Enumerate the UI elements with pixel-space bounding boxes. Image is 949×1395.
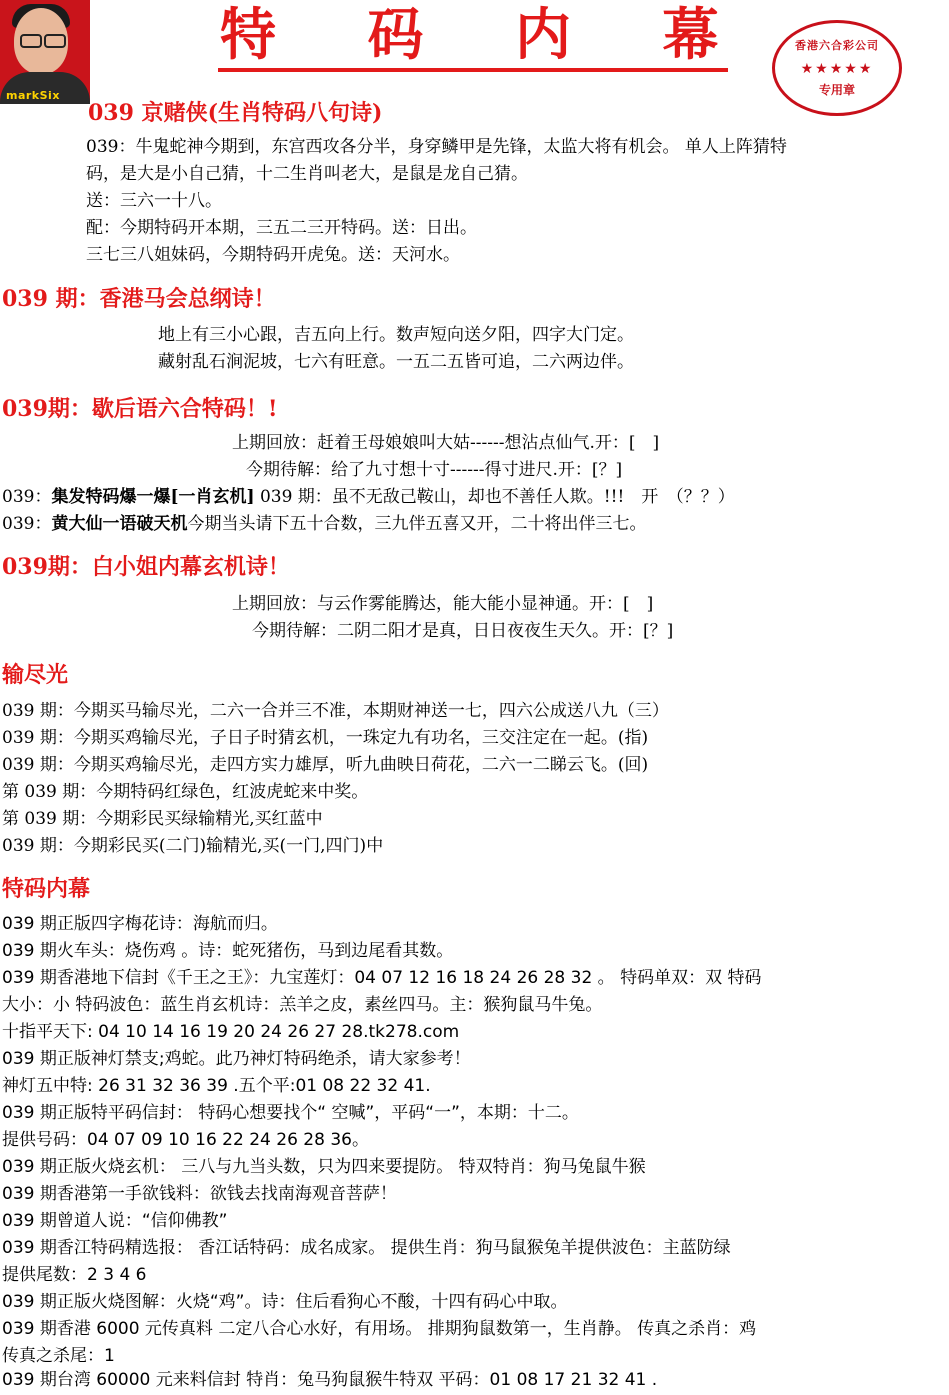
poem-line: 码，是大是小自己猜，十二生肖叫老大，是鼠是龙自己猜。 bbox=[86, 164, 528, 184]
section-heading-temaneimu: 特码内幕 bbox=[2, 876, 91, 902]
list-item: 十指平天下: 04 10 14 16 19 20 24 26 27 28.tk278.com bbox=[2, 1022, 460, 1042]
list-item: 039 期火车头：烧伤鸡 。诗：蛇死猪伤，马到边尾看其数。 bbox=[2, 941, 454, 961]
list-item: 039 期正版四字梅花诗：海航而归。 bbox=[2, 914, 278, 934]
logo-glasses-right bbox=[44, 34, 66, 48]
list-item: 039 期：今期买马输尽光，二六一合并三不准，本期财神送一七，四六公成送八九（三） bbox=[2, 701, 669, 721]
list-item: 039 期正版火烧玄机： 三八与九当头数，只为四来要提防。 特双特肖：狗马兔鼠牛猴 bbox=[2, 1157, 646, 1177]
section-heading-xiehouyu: 039期：歇后语六合特码！! bbox=[2, 396, 278, 422]
jifa-line: 039：集发特码爆一爆[一肖玄机] 039 期：虽不无敌己鞍山，却也不善任人欺。!!! 开 （？？） bbox=[2, 487, 735, 507]
replay-line: 上期回放：赶着王母娘娘叫大姑------想沾点仙气.开：[ ] bbox=[232, 433, 660, 453]
list-item: 神灯五中特: 26 31 32 36 39 .五个平:01 08 22 32 41. bbox=[2, 1076, 431, 1096]
section-heading-shujinguang: 输尽光 bbox=[2, 662, 69, 688]
list-item: 039 期曾道人说：“信仰佛教” bbox=[2, 1211, 228, 1231]
pending-line: 今期待解：二阴二阳才是真，日日夜夜生天久。开：[？] bbox=[252, 621, 674, 641]
list-item: 039 期：今期买鸡输尽光，子日子时猜玄机，一珠定九有功名，三交注定在一起。(指) bbox=[2, 728, 649, 748]
list-item: 039 期正版火烧图解：火烧“鸡”。诗：住后看狗心不酸，十四有码心中取。 bbox=[2, 1292, 568, 1312]
poem-line: 地上有三小心跟，吉五向上行。数声短向送夕阳，四字大门定。 bbox=[158, 325, 634, 345]
list-item: 第 039 期：今期彩民买绿输精光,买红蓝中 bbox=[2, 809, 323, 829]
logo-glasses-left bbox=[20, 34, 42, 48]
list-item: 大小：小 特码波色：蓝生肖玄机诗：羔羊之皮，素丝四马。主：猴狗鼠马牛兔。 bbox=[2, 995, 603, 1015]
list-item: 039 期香港 6000 元传真料 二定八合心水好，有用场。 排期狗鼠数第一，生肖静。 传真之杀肖：鸡 bbox=[2, 1319, 757, 1339]
poem-line: 配：今期特码开本期，三五二三开特码。送：日出。 bbox=[86, 218, 477, 238]
list-item: 039 期香港第一手欲钱料：欲钱去找南海观音菩萨！ bbox=[2, 1184, 397, 1204]
section-heading-baixiaojie: 039期：白小姐内幕玄机诗！ bbox=[2, 554, 290, 580]
list-item: 039 期：今期彩民买(二门)输精光,买(一门,四门)中 bbox=[2, 836, 384, 856]
company-seal bbox=[772, 20, 902, 116]
list-item: 039 期香港地下信封《千王之王》：九宝莲灯：04 07 12 16 18 24 26 28 32 。 特码单双：双 特码 bbox=[2, 968, 762, 988]
list-item: 039 期台湾 60000 元来料信封 特肖：兔马狗鼠猴牛特双 平码：01 08 17 21 32 41 . bbox=[2, 1370, 658, 1390]
list-item: 039 期正版特平码信封： 特码心想要找个“ 空喊”，平码“一”，本期：十二。 bbox=[2, 1103, 579, 1123]
seal-stars: ★★★★★ bbox=[800, 61, 874, 77]
poem-line: 藏射乱石涧泥坡，七六有旺意。一五二五皆可追，二六两边伴。 bbox=[158, 352, 634, 372]
list-item: 039 期：今期买鸡输尽光，走四方实力雄厚，听九曲映日荷花，二六一二睇云飞。(回) bbox=[2, 755, 649, 775]
list-item: 提供尾数：2 3 4 6 bbox=[2, 1265, 147, 1285]
title-underline bbox=[218, 68, 728, 72]
section-heading-hkjc-poem: 039 期：香港马会总纲诗！ bbox=[2, 286, 276, 312]
pending-line: 今期待解：给了九寸想十寸------得寸进尺.开：[？] bbox=[246, 460, 623, 480]
replay-line: 上期回放：与云作雾能腾达，能大能小显神通。开：[ ] bbox=[232, 594, 654, 614]
list-item: 传真之杀尾：1 bbox=[2, 1346, 115, 1366]
seal-subtitle: 专用章 bbox=[818, 83, 855, 97]
page-title: 特 码 内 幕 bbox=[220, 2, 755, 68]
logo-text: markSix bbox=[6, 89, 60, 102]
poem-line: 039：牛鬼蛇神今期到，东宫西攻各分半，身穿鳞甲是先锋，太监大将有机会。 单人上阵猜特 bbox=[86, 137, 787, 157]
huangdaxian-line: 039：黄大仙一语破天机今期当头请下五十合数，三九伴五喜又开，二十将出伴三七。 bbox=[2, 514, 647, 534]
list-item: 提供号码：04 07 09 10 16 22 24 26 28 36。 bbox=[2, 1130, 369, 1150]
poem-line: 三七三八姐妹码，今期特码开虎兔。送：天河水。 bbox=[86, 245, 460, 265]
seal-name: 香港六合彩公司 bbox=[795, 39, 879, 52]
poem-line: 送：三六一十八。 bbox=[86, 191, 222, 211]
section-heading-jingduxia: 039 京赌侠(生肖特码八句诗) bbox=[88, 100, 383, 126]
avatar-logo bbox=[0, 0, 90, 104]
list-item: 第 039 期：今期特码红绿色，红波虎蛇来中奖。 bbox=[2, 782, 369, 802]
list-item: 039 期香江特码精选报： 香江话特码：成名成家。 提供生肖：狗马鼠猴兔羊提供波色：主蓝防绿 bbox=[2, 1238, 731, 1258]
list-item: 039 期正版神灯禁支;鸡蛇。此乃神灯特码绝杀，请大家参考！ bbox=[2, 1049, 471, 1069]
